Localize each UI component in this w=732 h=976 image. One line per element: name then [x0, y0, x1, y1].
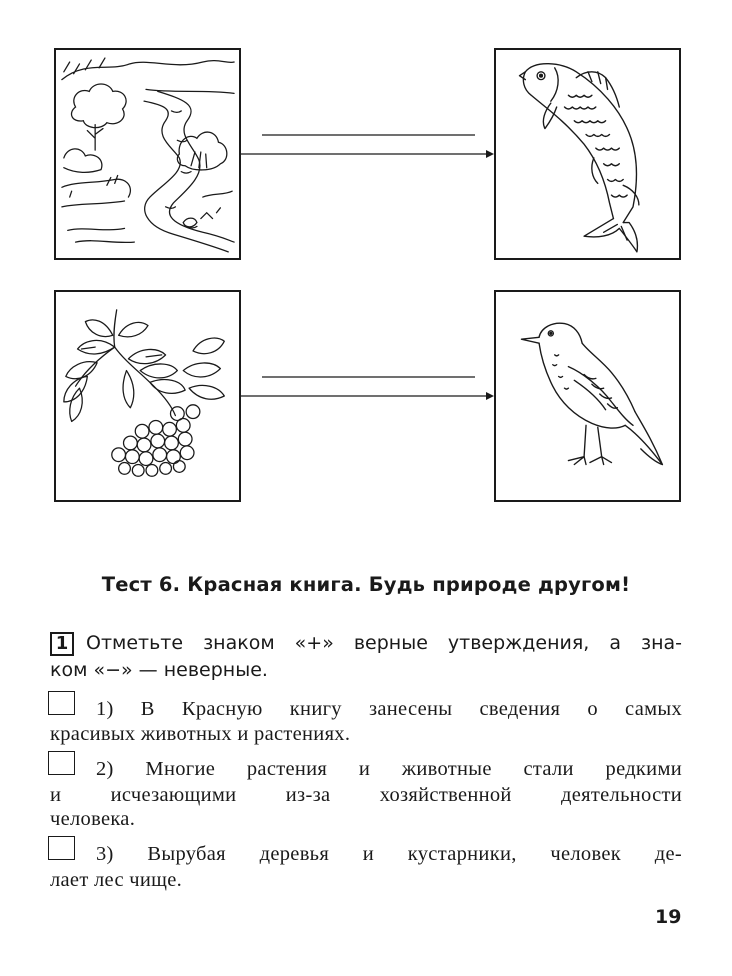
- rowan-branch-icon: [56, 292, 239, 500]
- river-landscape-picture: [54, 48, 241, 260]
- statement-1-checkbox[interactable]: [48, 691, 75, 715]
- rowan-branch-picture: [54, 290, 241, 502]
- statement-1-line-2: красивых животных и растениях.: [50, 723, 351, 745]
- statement-2-line-3: человека.: [50, 808, 136, 830]
- page-number: 19: [655, 906, 682, 928]
- fish-picture: [494, 48, 681, 260]
- river-landscape-icon: [56, 50, 239, 258]
- statement-1-line-1: 1) В Красную книгу занесены сведения о самых: [96, 698, 682, 720]
- task-instruction-line-1: Отметьте знаком «+» верные утверждения, а зна-: [86, 632, 682, 654]
- arrow-head-1: [486, 150, 494, 158]
- statement-3-checkbox[interactable]: [48, 836, 75, 860]
- statement-2-line-2: и исчезающими из-за хозяйственной деятельности: [50, 784, 682, 806]
- bird-picture: [494, 290, 681, 502]
- statement-3-line-2: лает лес чище.: [50, 869, 183, 891]
- bird-icon: [496, 292, 679, 500]
- statement-3-line-1: 3) Вырубая деревья и кустарники, человек де-: [96, 843, 682, 865]
- task-instruction-line-2: ком «−» — неверные.: [50, 659, 268, 681]
- statement-2-line-1: 2) Многие растения и животные стали редкими: [96, 758, 682, 780]
- task-number: 1: [50, 632, 74, 656]
- fish-icon: [496, 50, 679, 258]
- arrow-head-2: [486, 392, 494, 400]
- statement-2-checkbox[interactable]: [48, 751, 75, 775]
- test-title: Тест 6. Красная книга. Будь природе другом!: [101, 573, 631, 596]
